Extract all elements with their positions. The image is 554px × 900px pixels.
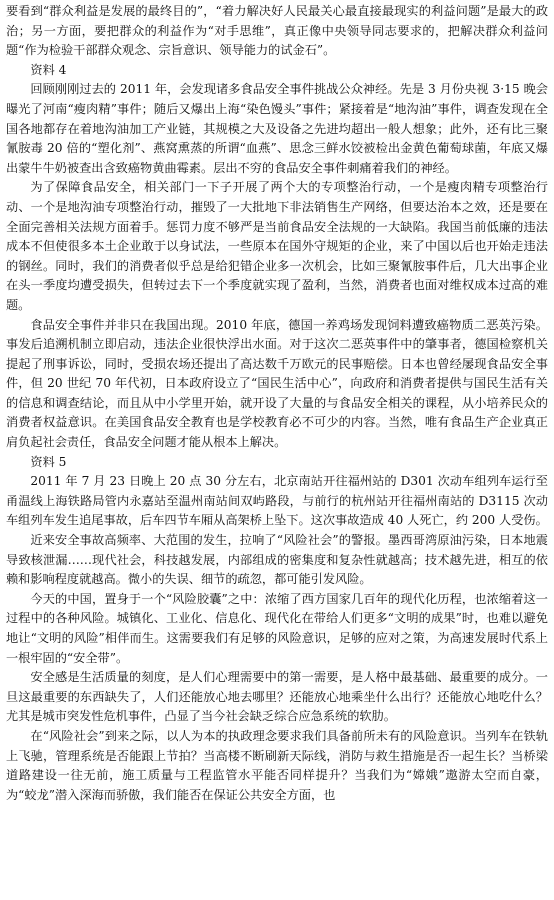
paragraph-train-accident: 2011 年 7 月 23 日晚上 20 点 30 分左右，北京南站开往福州站的 D301 次动车组列车运行至甬温线上海铁路局管内永嘉站至温州南站间双屿路段，与前行的杭州站开往福州南站的 D3115 次动车组列车发生追尾事故，后车四节车厢从高架桥上坠下。这次事故造成 40 人死亡，约 200 人受伤。: [6, 474, 548, 528]
paragraph-sense-of-security: 安全感是生活质量的刻度，是人们心理需要中的第一需要，是人格中最基础、最重要的成分。一旦这最重要的东西缺失了，人们还能放心地去哪里？还能放心地乘坐什么出行？还能放心地吃什么？尤其是城市突发性危机事件，凸显了当今社会缺乏综合应急系统的软肋。: [6, 670, 548, 724]
paragraph-risk-society: 近来安全事故高频率、大范围的发生，拉响了“风险社会”的警报。墨西哥湾原油污染，日本地震导致核泄漏……现代社会，科技越发展，内部组成的密集度和复杂性就越高；技术越先进，相互的依赖和影响程度就越高。微小的失误、细节的疏忽，都可能引发风险。: [6, 533, 548, 587]
paragraph-international: 食品安全事件并非只在我国出现。2010 年底，德国一养鸡场发现饲料遭致癌物质二恶英污染。事发后追溯机制立即启动，违法企业很快浮出水面。对于这次二恶英事件中的肇事者，德国检察机关提起了刑事诉讼，同时，受损农场还提出了高达数千万欧元的民事赔偿。日本也曾经屡现食品安全事件，但 20 世纪 70 年代初，日本政府设立了“国民生活中心”，向政府和消费者提供与国民生活有关的信息和调查结论，而且从中小学里开始，就开设了大量的与食品安全相关的课程，从小培养民众的消费者权益意识。在美国食品安全教育也是学校教育必不可少的内容。当然，唯有食品生产企业真正肩负起社会责任，食品安全问题才能从根本上解决。: [6, 317, 548, 450]
paragraph-food-safety-events: 回顾刚刚过去的 2011 年，会发现诸多食品安全事件挑战公众神经。先是 3 月份央视 3·15 晚会曝光了河南“瘦肉精”事件；随后又爆出上海“染色馒头”事件；紧接着是“地沟油”事件，调查发现在全国各地都存在着地沟油加工产业链，其规模之大及设备之先进均超出一般人想象；此外，还有比三聚氰胺毒 20 倍的“塑化剂”、燕窝熏蒸的所谓“血燕”、思念三鲜水饺被检出金黄色葡萄球菌，年底又爆出蒙牛牛奶被查出含致癌物黄曲霉素。层出不穷的食品安全事件刺痛着我们的神经。: [6, 82, 548, 175]
paragraph-risk-capsule: 今天的中国，置身于一个“风险胶囊”之中：浓缩了西方国家几百年的现代化历程，也浓缩着这一过程中的各种风险。城镇化、工业化、信息化、现代化在带给人们更多“文明的成果”时，也难以避免地让“文明的风险”相伴而生。这需要我们有足够的风险意识，足够的应对之策，为高速发展时代系上一根牢固的“安全带”。: [6, 591, 548, 665]
paragraph-intro: 要看到“群众利益是发展的最终目的”，“着力解决好人民最关心最直接最现实的利益问题”是最大的政治；另一方面，要把群众的利益作为“对手思维”，真正像中央领导同志要求的，把解决群众利益问题“作为检验干部群众观念、宗旨意识、领导能力的试金石”。: [6, 4, 548, 58]
paragraph-risk-awareness: 在“风险社会”到来之际，以人为本的执政理念要求我们具备前所未有的风险意识。当列车在铁轨上飞驰，管理系统是否能跟上节拍？当高楼不断刷新天际线，消防与救生措施是否一起生长？当桥梁道路建设一往无前，施工质量与工程监管水平能否同样提升？当我们为“嫦娥”遨游太空而自豪，为“蛟龙”潜入深海而骄傲，我们能否在保证公共安全方面，也: [6, 728, 548, 802]
section-heading-material-5: 资料 5: [30, 454, 67, 469]
section-heading-material-4: 资料 4: [30, 62, 67, 77]
paragraph-regulation: 为了保障食品安全，相关部门一下子开展了两个大的专项整治行动，一个是瘦肉精专项整治行动、一个是地沟油专项整治行动，摧毁了一大批地下非法销售生产网络，但要达治本之效，还是要在全面完善相关法规方面着手。惩罚力度不够严是当前食品安全法规的一大缺陷。我国当前低廉的违法成本不但使很多本土企业敢于以身试法，一些原本在国外守规矩的企业，来了中国以后也开始走违法的钢丝。同时，我们的消费者似乎总是给犯错企业多一次机会，比如三聚氰胺事件后，几大出事企业在头一季度均遭受损失，但转过去下一个季度就实现了盈利，当然，消费者也面对维权成本过高的难题。: [6, 180, 548, 312]
